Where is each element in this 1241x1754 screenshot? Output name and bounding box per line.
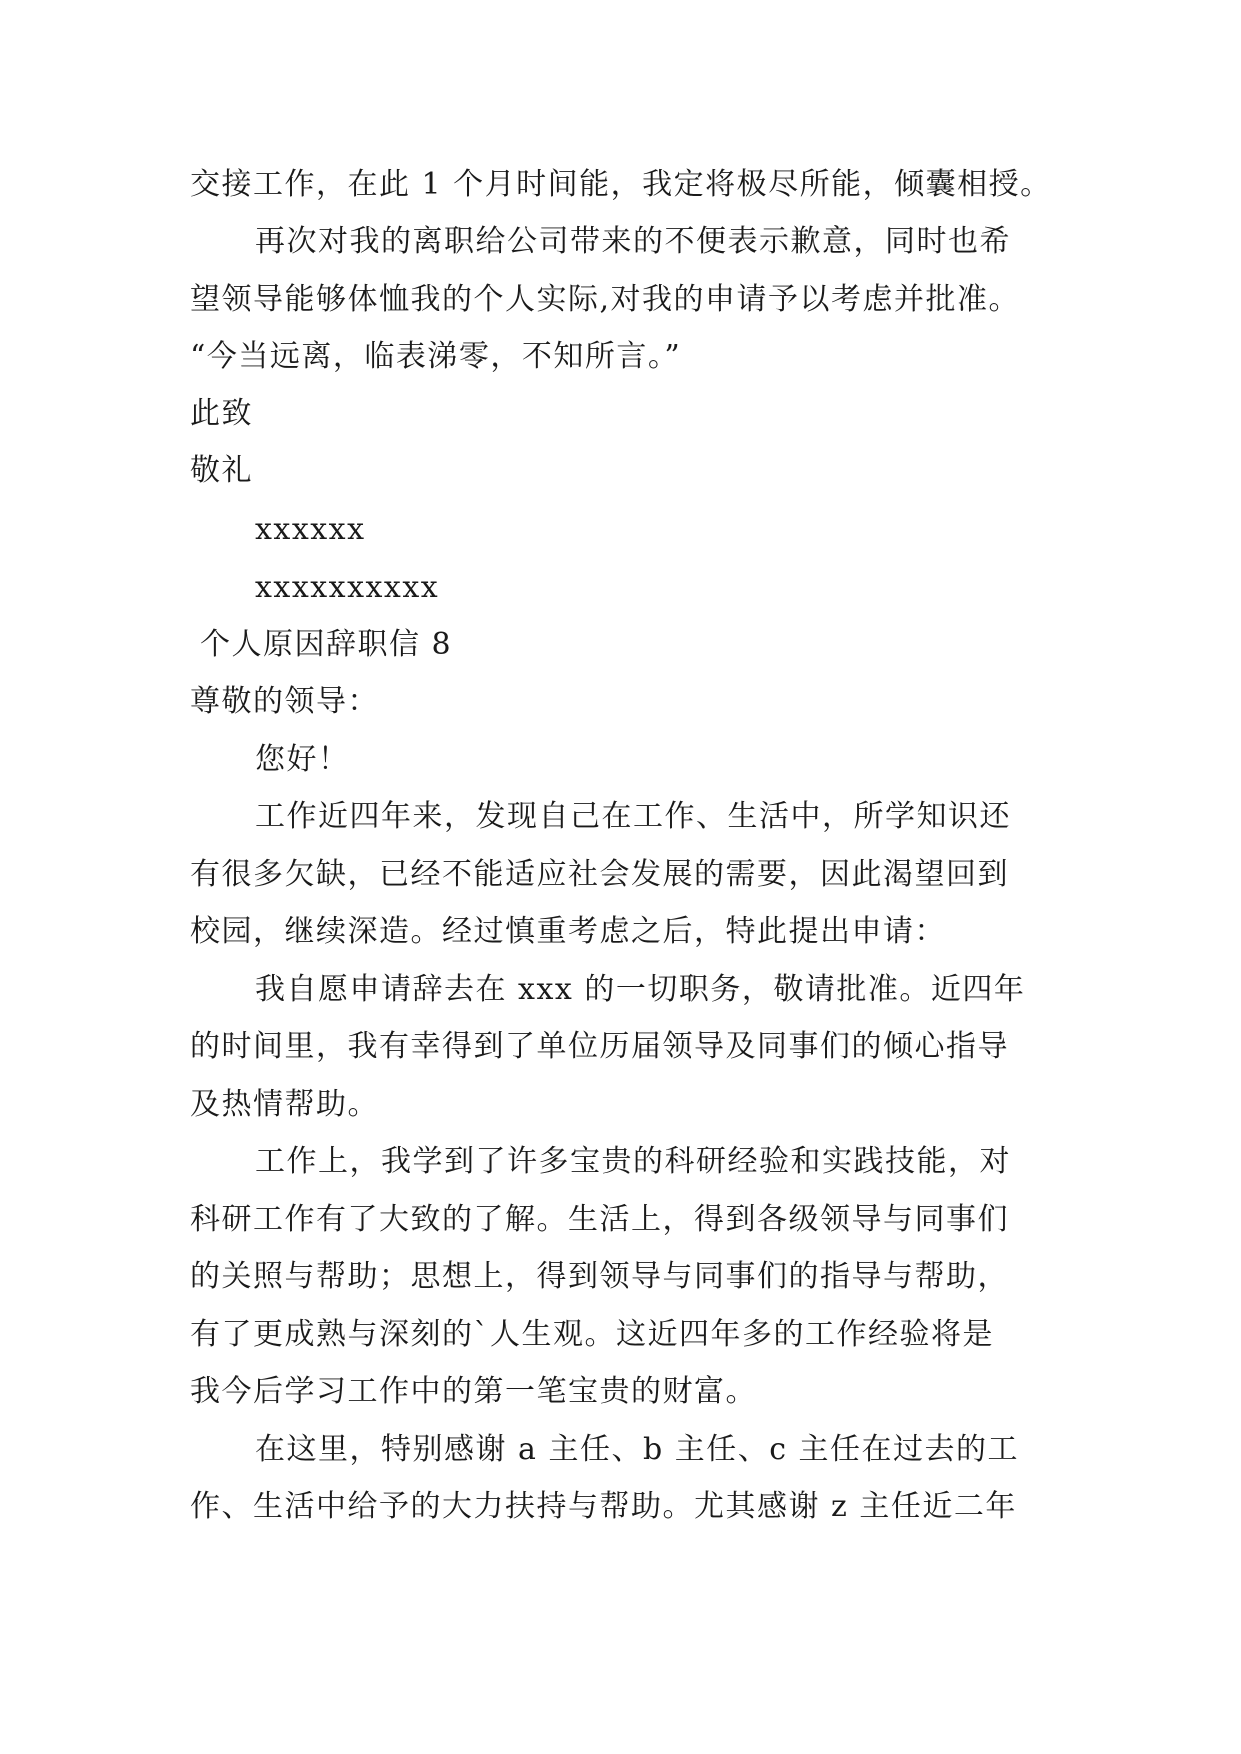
text-line: 交接工作，在此 1 个月时间能，我定将极尽所能，倾囊相授。 [190, 167, 1052, 202]
text-line: 作、生活中给予的大力扶持与帮助。尤其感谢 z 主任近二年 [190, 1489, 1017, 1524]
text-line: 有很多欠缺，已经不能适应社会发展的需要，因此渴望回到 [190, 857, 1009, 892]
text-line: 的时间里，我有幸得到了单位历届领导及同事们的倾心指导 [190, 1029, 1009, 1064]
greeting: 您好！ [255, 742, 350, 777]
text-line: 工作近四年来，发现自己在工作、生活中，所学知识还 [255, 799, 1011, 834]
section-title: 个人原因辞职信 8 [200, 627, 453, 662]
text-line: 在这里，特别感谢 a 主任、b 主任、c 主任在过去的工 [255, 1432, 1020, 1467]
text-line: 科研工作有了大致的了解。生活上，得到各级领导与同事们 [190, 1202, 1009, 1237]
text-line: 的关照与帮助；思想上，得到领导与同事们的指导与帮助， [190, 1259, 1009, 1294]
salutation: 尊敬的领导： [190, 684, 379, 719]
closing-line: 敬礼 [190, 453, 253, 488]
text-line: 再次对我的离职给公司带来的不便表示歉意，同时也希 [255, 224, 1011, 259]
text-line: 及热情帮助。 [190, 1087, 379, 1122]
text-line: 工作上，我学到了许多宝贵的科研经验和实践技能，对 [255, 1144, 1011, 1179]
signature-name: xxxxxx [255, 512, 366, 547]
text-line: 望领导能够体恤我的个人实际,对我的申请予以考虑并批准。 [190, 282, 1021, 317]
text-line: 我自愿申请辞去在 xxx 的一切职务，敬请批准。近四年 [255, 972, 1026, 1007]
closing-line: 此致 [190, 396, 253, 431]
text-line: “今当远离，临表涕零，不知所言。” [190, 339, 682, 374]
text-line: 有了更成熟与深刻的`人生观。这近四年多的工作经验将是 [190, 1317, 994, 1352]
text-line: 我今后学习工作中的第一笔宝贵的财富。 [190, 1374, 757, 1409]
text-line: 校园，继续深造。经过慎重考虑之后，特此提出申请： [190, 914, 946, 949]
signature-date: xxxxxxxxxx [255, 570, 440, 605]
